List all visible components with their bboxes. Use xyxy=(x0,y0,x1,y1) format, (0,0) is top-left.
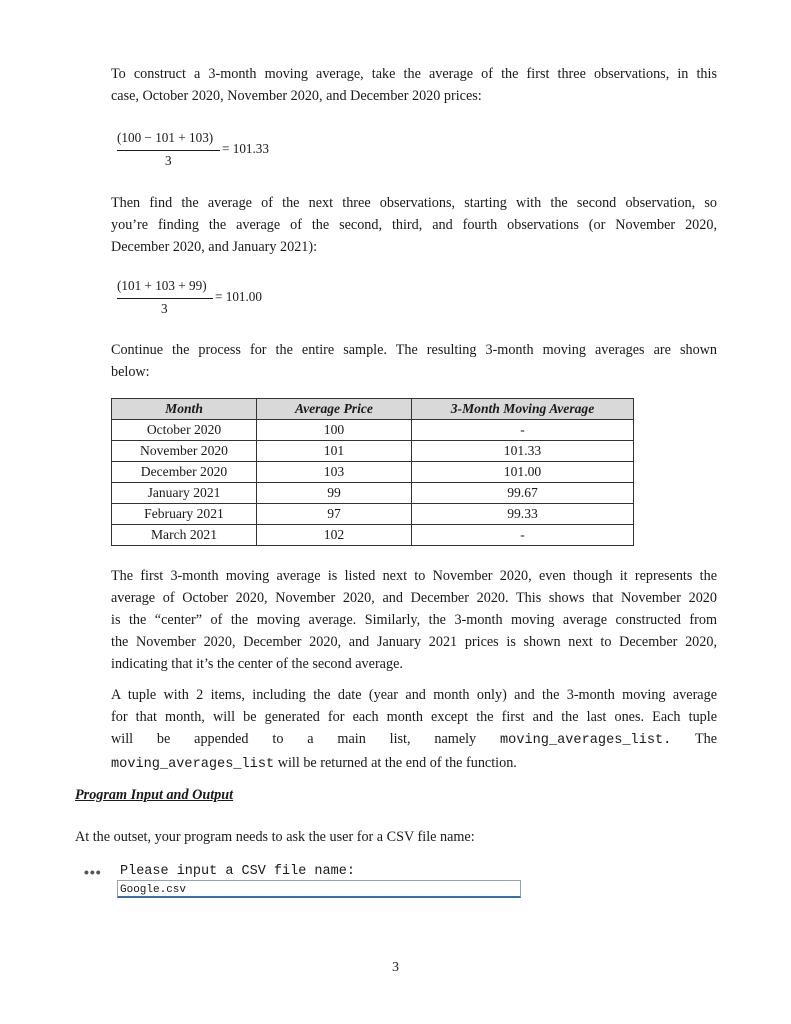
table-cell-month: November 2020 xyxy=(112,441,257,462)
paragraph-line xyxy=(111,728,717,752)
paragraph-line: for that month, will be generated for each month except the first and the last ones. Each tuple xyxy=(111,709,717,725)
table-row xyxy=(112,420,634,441)
page-number: 3 xyxy=(392,960,399,975)
paragraph-text: will be appended to a main list, namely xyxy=(111,731,477,747)
code-identifier: moving_averages_list. xyxy=(500,733,672,748)
formula-result: = 101.00 xyxy=(215,289,262,304)
code-identifier: moving_averages_list xyxy=(111,757,275,772)
column-header-average-price: Average Price xyxy=(257,399,412,420)
moving-average-table xyxy=(111,398,634,546)
table-cell-moving-average: 99.33 xyxy=(412,504,634,525)
input-prompt-label: Please input a CSV file name: xyxy=(120,864,355,879)
intro-paragraph xyxy=(111,63,717,107)
formula-denominator: 3 xyxy=(165,153,172,168)
table-cell-moving-average: 99.67 xyxy=(412,483,634,504)
table-cell-month: December 2020 xyxy=(112,462,257,483)
paragraph-line: indicating that it’s the center of the second average. xyxy=(111,656,403,672)
paragraph-line: December 2020, and January 2021): xyxy=(111,239,318,255)
table-cell-price: 102 xyxy=(257,525,412,546)
paragraph-line: average of October 2020, November 2020, and December 2020. This shows that November 2020 xyxy=(111,590,717,606)
paragraph-text: will be returned at the end of the function. xyxy=(277,755,517,771)
paragraph-line: A tuple with 2 items, including the date (year and month only) and the 3-month moving average xyxy=(111,687,717,703)
cell-output-marker-icon: ••• xyxy=(84,864,102,880)
table-cell-month: February 2021 xyxy=(112,504,257,525)
paragraph-line: the November 2020, December 2020, and January 2021 prices is shown next to December 2020, xyxy=(111,634,717,650)
table-cell-price: 100 xyxy=(257,420,412,441)
center-explanation-paragraph xyxy=(111,565,717,675)
table-cell-moving-average: 101.00 xyxy=(412,462,634,483)
table-cell-price: 103 xyxy=(257,462,412,483)
table-row xyxy=(112,525,634,546)
column-header-month: Month xyxy=(112,399,257,420)
paragraph-line: is the “center” of the moving average. Similarly, the 3-month moving average constructed from xyxy=(111,612,717,628)
table-cell-month: January 2021 xyxy=(112,483,257,504)
table-cell-moving-average: - xyxy=(412,420,634,441)
paragraph-text: The xyxy=(694,731,717,747)
table-cell-moving-average: - xyxy=(412,525,634,546)
formula-result: = 101.33 xyxy=(222,141,269,156)
continue-paragraph xyxy=(111,339,717,383)
table-row xyxy=(112,462,634,483)
table-cell-price: 101 xyxy=(257,441,412,462)
csv-filename-input[interactable]: Google.csv xyxy=(117,880,521,898)
formula-numerator: (100 − 101 + 103) xyxy=(117,130,214,145)
paragraph-line xyxy=(111,752,717,776)
intro-line: To construct a 3-month moving average, take the average of the first three observations, in this xyxy=(111,66,717,82)
paragraph-line: Continue the process for the entire sample. The resulting 3-month moving averages are shown xyxy=(111,342,717,358)
table-row xyxy=(112,441,634,462)
formula-denominator: 3 xyxy=(161,301,168,316)
paragraph-line: below: xyxy=(111,364,150,380)
section-heading: Program Input and Output xyxy=(75,787,234,803)
table-header-row xyxy=(112,399,634,420)
paragraph-line: The first 3-month moving average is listed next to November 2020, even though it represents the xyxy=(111,568,717,584)
section-intro-text: At the outset, your program needs to ask the user for a CSV file name: xyxy=(75,829,475,845)
formula-numerator: (101 + 103 + 99) xyxy=(117,278,207,293)
paragraph-line: Then find the average of the next three observations, starting with the second observation, so xyxy=(111,195,717,211)
intro-line: case, October 2020, November 2020, and December 2020 prices: xyxy=(111,88,482,104)
table-cell-moving-average: 101.33 xyxy=(412,441,634,462)
column-header-moving-average: 3-Month Moving Average xyxy=(412,399,634,420)
next-average-paragraph xyxy=(111,192,717,258)
table-cell-month: October 2020 xyxy=(112,420,257,441)
table-row xyxy=(112,504,634,525)
table-cell-price: 97 xyxy=(257,504,412,525)
fraction-bar xyxy=(117,298,213,299)
paragraph-line: you’re finding the average of the second, third, and fourth observations (or November 2020, xyxy=(111,217,717,233)
table-row xyxy=(112,483,634,504)
tuple-paragraph xyxy=(111,684,717,776)
fraction-bar xyxy=(117,150,220,151)
table-cell-price: 99 xyxy=(257,483,412,504)
table-cell-month: March 2021 xyxy=(112,525,257,546)
